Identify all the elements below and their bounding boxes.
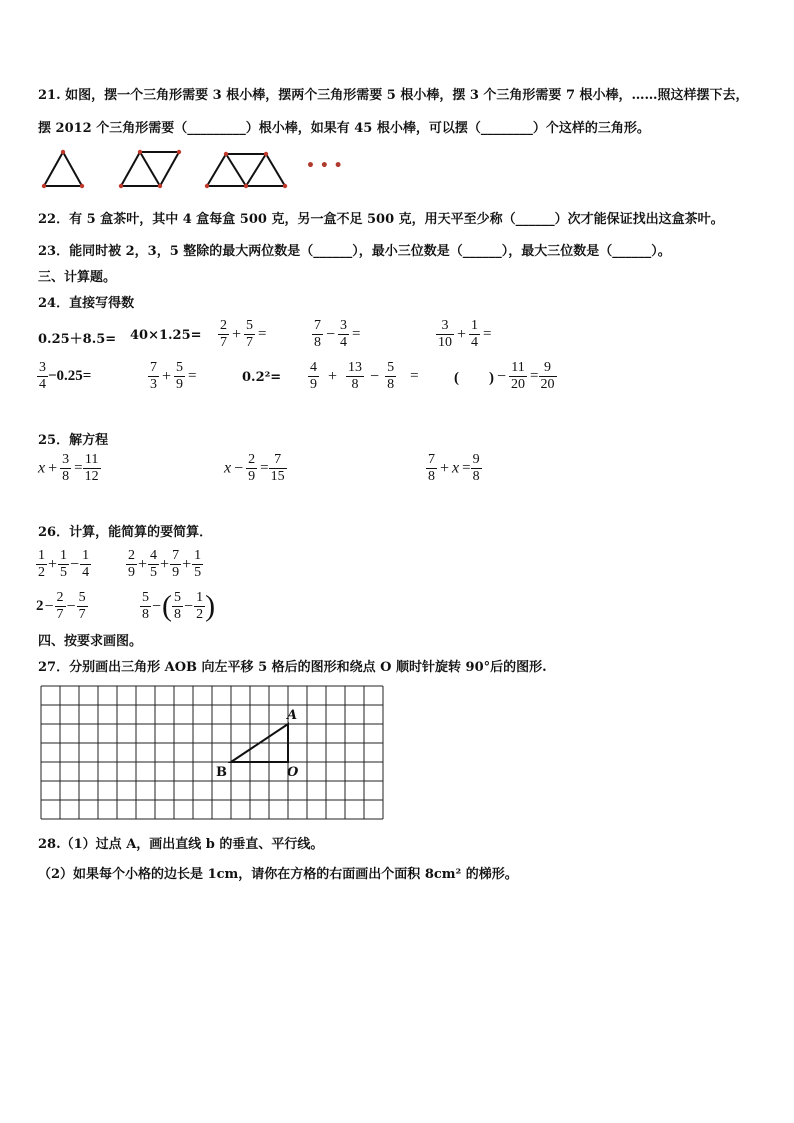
- q26-e2: $\frac{2}{9}$ + $\frac{4}{5}$ + $\frac{7}{9}$ + $\frac{1}{5}$: [128, 548, 202, 581]
- q24-r2-e1: $\frac{3}{4}$ −0.25=: [39, 360, 92, 393]
- q26-e3: 2− $\frac{2}{7}$ − $\frac{5}{7}$: [36, 590, 86, 623]
- q21-line2: 摆 2012 个三角形需要（_________）根小棒，如果有 45 根小棒，可以摆（________）个这样的三角形。: [38, 121, 650, 136]
- q24-r1-e4: $\frac{7}{8}$ − $\frac{3}{4}$ =: [314, 318, 361, 351]
- q25-eq2: x − $\frac{2}{9}$ = $\frac{7}{15}$: [224, 452, 285, 485]
- q28-part1: 28.（1）过点 A，画出直线 b 的垂直、平行线。: [38, 837, 324, 852]
- section3-heading: 三、计算题。: [38, 270, 117, 285]
- label-point-o: O: [287, 765, 299, 780]
- q24-r2-e4: $\frac{4}{9}$ + $\frac{13}{8}$ − $\frac{5}{8}$ =: [310, 360, 419, 393]
- section4-heading: 四、按要求画图。: [38, 634, 143, 649]
- q27-text: 27．分别画出三角形 AOB 向左平移 5 格后的图形和绕点 O 顺时针旋转 90°后的图形.: [38, 660, 547, 675]
- label-point-b: B: [216, 765, 227, 780]
- q25-title: 25．解方程: [38, 433, 109, 448]
- q24-r2-e3: 0.2²=: [242, 370, 282, 385]
- q24-r1-e5: $\frac{3}{10}$ + $\frac{1}{4}$ =: [438, 318, 492, 351]
- q23-text: 23．能同时被 2，3，5 整除的最大两位数是（______），最小三位数是（______），最大三位数是（______）。: [38, 244, 671, 259]
- q28-part2: （2）如果每个小格的边长是 1cm，请你在方格的右面画出个面积 8cm² 的梯形。: [38, 867, 518, 882]
- q26-e4: $\frac{5}{8}$ −( $\frac{5}{8}$ − $\frac{1}{2}$ ): [142, 589, 216, 623]
- q26-e1: $\frac{1}{2}$ + $\frac{1}{5}$ − $\frac{1}{4}$: [38, 548, 90, 581]
- label-point-a: A: [287, 708, 298, 723]
- q24-r1-e2: 40×1.25=: [130, 328, 202, 343]
- q24-r1-e3: $\frac{2}{7}$ + $\frac{5}{7}$ =: [220, 318, 267, 351]
- q25-eq3: $\frac{7}{8}$ + x = $\frac{9}{8}$: [428, 452, 480, 485]
- q22-text: 22．有 5 盒茶叶，其中 4 盒每盒 500 克，另一盒不足 500 克，用天平至少称（______）次才能保证找出这盒茶叶。: [38, 212, 724, 227]
- q24-r1-e1: 0.25＋8.5=: [38, 332, 117, 347]
- q24-r2-e5: ( ) − $\frac{11}{20}$ = $\frac{9}{20}$: [454, 360, 555, 393]
- q25-eq1: x + $\frac{3}{8}$ = $\frac{11}{12}$: [38, 452, 99, 485]
- q21-line1: 21. 如图，摆一个三角形需要 3 根小棒，摆两个三角形需要 5 根小棒，摆 3 个三角形需要 7 根小棒，……照这样摆下去，: [38, 88, 749, 103]
- q21-ellipsis-dots: • • •: [306, 158, 343, 174]
- q26-title: 26．计算，能简算的要简算．: [38, 525, 213, 540]
- q24-r2-e2: $\frac{7}{3}$ + $\frac{5}{9}$ =: [150, 360, 197, 393]
- q24-title: 24．直接写得数: [38, 296, 135, 311]
